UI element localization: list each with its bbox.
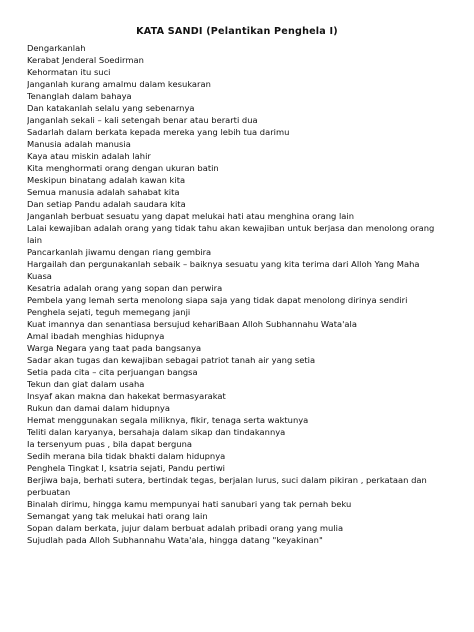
text-line: Sopan dalam berkata, jujur dalam berbuat adalah pribadi orang yang mulia (27, 523, 344, 533)
text-line: Kehormatan itu suci (27, 67, 111, 77)
text-line: Sujudlah pada Alloh Subhannahu Wata'ala, hingga datang "keyakinan" (27, 535, 323, 545)
text-line: Kuasa (27, 271, 52, 281)
text-line: Tenanglah dalam bahaya (27, 91, 132, 101)
text-line: Manusia adalah manusia (27, 139, 131, 149)
text-line: Semua manusia adalah sahabat kita (27, 187, 180, 197)
text-line: Ia tersenyum puas , bila dapat berguna (27, 439, 192, 449)
text-line: Rukun dan damai dalam hidupnya (27, 403, 170, 413)
document-title: KATA SANDI (Pelantikan Penghela I) (136, 26, 338, 37)
text-line: Hemat menggunakan segala miliknya, fikir, tenaga serta waktunya (27, 415, 309, 425)
text-line: perbuatan (27, 487, 71, 497)
text-line: Janganlah kurang amalmu dalam kesukaran (27, 79, 211, 89)
text-line: Kesatria adalah orang yang sopan dan perwira (27, 283, 223, 293)
text-line: Binalah dirimu, hingga kamu mempunyai hati sanubari yang tak pernah beku (27, 499, 352, 509)
text-line: Pembela yang lemah serta menolong siapa saja yang tidak dapat menolong dirinya sendiri (27, 295, 408, 305)
text-line: Dan setiap Pandu adalah saudara kita (27, 199, 186, 209)
text-line: Lalai kewajiban adalah orang yang tidak tahu akan kewajiban untuk berjasa dan menolong orang (27, 223, 435, 233)
text-line: Meskipun binatang adalah kawan kita (27, 175, 186, 185)
text-line: Kuat imannya dan senantiasa bersujud kehariBaan Alloh Subhannahu Wata'ala (27, 319, 357, 329)
text-line: Amal ibadah menghias hidupnya (27, 331, 165, 341)
text-line: Insyaf akan makna dan hakekat bermasyarakat (27, 391, 226, 401)
text-line: Teliti dalan karyanya, bersahaja dalam sikap dan tindakannya (27, 427, 286, 437)
text-line: Hargailah dan pergunakanlah sebaik – baiknya sesuatu yang kita terima dari Alloh Yang Maha (27, 259, 420, 269)
text-line: Penghela Tingkat I, ksatria sejati, Pandu pertiwi (27, 463, 225, 473)
text-line: Kerabat Jenderal Soedirman (27, 55, 144, 65)
text-line: Sedih merana bila tidak bhakti dalam hidupnya (27, 451, 226, 461)
oath-lines-list (27, 42, 447, 546)
text-line: Pancarkanlah jiwamu dengan riang gembira (27, 247, 212, 257)
text-line: Kaya atau miskin adalah lahir (27, 151, 151, 161)
text-line: Kita menghormati orang dengan ukuran batin (27, 163, 219, 173)
text-line: Janganlah berbuat sesuatu yang dapat melukai hati atau menghina orang lain (27, 211, 355, 221)
text-line: Berjiwa baja, berhati sutera, bertindak tegas, berjalan lurus, suci dalam pikiran , perkataan dan (27, 475, 427, 485)
text-line: Semangat yang tak melukai hati orang lain (27, 511, 208, 521)
text-line: Penghela sejati, teguh memegang janji (27, 307, 191, 317)
text-line: Setia pada cita – cita perjuangan bangsa (27, 367, 198, 377)
text-line: Dengarkanlah (27, 43, 86, 53)
text-line: Janganlah sekali – kali setengah benar atau berarti dua (27, 115, 258, 125)
text-line: Warga Negara yang taat pada bangsanya (27, 343, 202, 353)
text-line: Tekun dan giat dalam usaha (27, 379, 145, 389)
text-line: Dan katakanlah selalu yang sebenarnya (27, 103, 195, 113)
text-line: Sadar akan tugas dan kewajiban sebagai patriot tanah air yang setia (27, 355, 316, 365)
text-line: Sadarlah dalam berkata kepada mereka yang lebih tua darimu (27, 127, 290, 137)
text-line: lain (27, 235, 43, 245)
